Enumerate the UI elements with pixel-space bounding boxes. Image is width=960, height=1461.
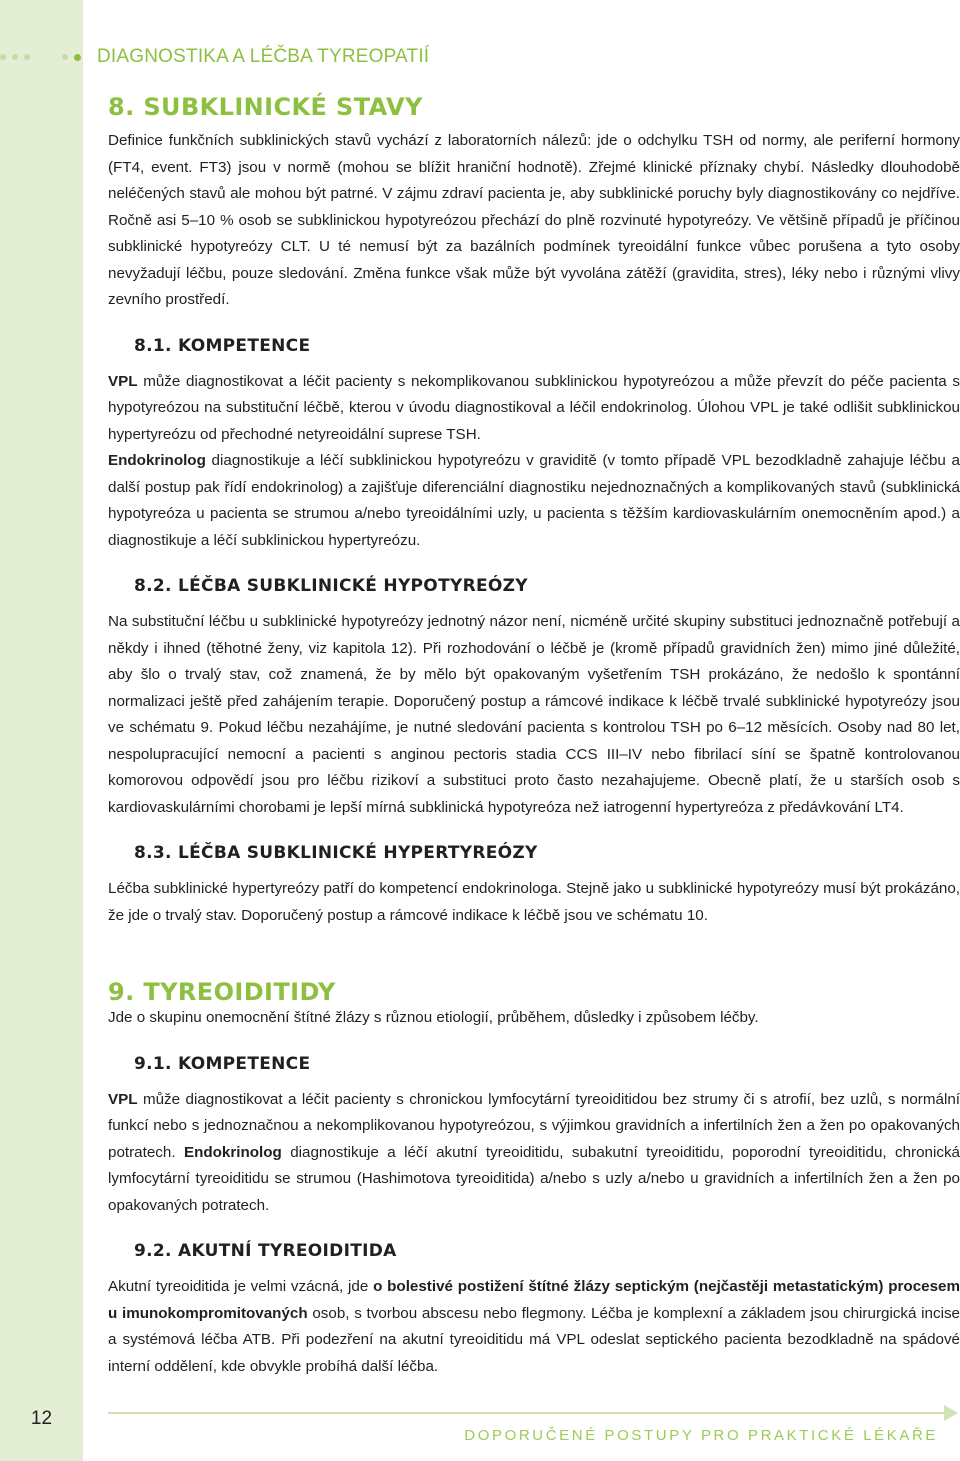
page-content [108,88,960,1380]
endokrinolog-label: Endokrinolog [183,1143,282,1161]
paragraph-text: Akutní tyreoiditida je velmi vzácná, jde [108,1278,374,1295]
dot-icon [62,54,68,60]
section-9-2-title: 9.2. AKUTNÍ TYREOIDITIDA [134,1241,397,1261]
dot-icon [24,54,30,60]
section-8-1-paragraph-2 [108,448,960,554]
footer-rule [108,1412,948,1414]
paragraph-text: osob, s tvorbou abscesu nebo flegmony. Léčba je komplexní a základem jsou chirurgická incise a systémová léčba ATB. Při podezření na akutní tyreoiditidu má VPL odeslat septického pacienta bezodkladně na spádové interní oddělení, kde obvykle probíhá další léčba. [108,1304,960,1375]
vpl-label: VPL [108,1090,138,1108]
section-8-3-title: 8.3. LÉČBA SUBKLINICKÉ HYPERTYREÓZY [134,843,538,863]
sidebar-band [0,0,83,1461]
bold-phrase: o bolestivé postižení štítné žlázy septickým (nejčastěji metastatickým) procesem u imunokompromitovaných [108,1278,960,1322]
section-8-2-title: 8.2. LÉČBA SUBKLINICKÉ HYPOTYREÓZY [134,576,528,596]
section-8-1-paragraph-1 [108,369,960,449]
section-8-3-paragraph: Léčba subklinické hypertyreózy patří do kompetencí endokrinologa. Stejně jako u subklinické hypotyreózy musí být prokázáno, že jde o trvalý stav. Doporučený postup a rámcové indikace k léčbě jsou ve schématu 10. [108,880,960,924]
paragraph-text: může diagnostikovat a léčit pacienty s nekomplikovanou subklinickou hypotyreózou a může převzít do péče pacienta s hypotyreózou na substituční léčbě, kterou v úvodu diagnostikoval a léčil endokrinolog. Úlohou VPL je také odlišit subklinickou hypertyreózu od přechodné netyreoidální suprese TSH. [108,372,960,443]
endokrinolog-label: Endokrinolog [108,452,206,469]
running-header [0,42,429,72]
section-9-1-title: 9.1. KOMPETENCE [134,1053,311,1074]
dot-icon [0,54,6,60]
paragraph-text: diagnostikuje a léčí akutní tyreoiditidu, subakutní tyreoiditidu, poporodní tyreoiditidu, chronická lymfocytární tyreoiditidu se strumou (Hashimotova tyreoiditida) a/nebo s uzly a/nebo u gravidních a infertilních žen a žen po opakovaných potratech. [108,1143,960,1214]
paragraph-text: diagnostikuje a léčí subklinickou hypotyreózu v graviditě (v tomto případě VPL bezodkladně zahajuje léčbu a další postup pak řídí endokrinolog) a zajišťuje diferenciální diagnostiku nejednoznačných a komplikovaných stavů (subklinická hypotyreóza u pacienta se strumou a/nebo tyreoidálními uzly, u pacienta s těžším kardiovaskulárním onemocněním apod.) a diagnostikuje a léčí subklinickou hypertyreózu. [108,452,960,549]
section-8-2-paragraph: Na substituční léčbu u subklinické hypotyreózy jednotný názor není, nicméně určité skupiny substituci jednoznačně potřebují a někdy i ihned (těhotné ženy, viz kapitola 12). Při rozhodování o léčbě je (kromě případů gravidních žen) mimo jiné důležité, aby šlo o trvalý stav, což znamená, že by mělo být opakovaným vyšetřením TSH prokázáno, že nedošlo k spontánní normalizaci ještě před zahájením terapie. Doporučený postup a rámcové indikace k léčbě trvalé subklinické hypotyreózy jsou ve schématu 9. Pokud léčbu nezahájíme, je nutné sledování pacienta s kontrolou TSH po 6–12 měsících. Osoby nad 80 let, nespolupracující nemocní a pacienti s anginou pectoris stadia CCS III–IV nebo fibrilací síní se špatně kontrolovanou komorovou odpovědí jsou pro léčbu rizikoví a substituci proto často nezahajujeme. Obecně platí, že u starších osob s kardiovaskulárními chorobami je lepší mírná subklinická hypotyreóza než iatrogenní hypertyreóza z předávkování LT4. [108,613,960,816]
arrow-right-icon [944,1405,958,1421]
section-9-2-paragraph [108,1274,960,1380]
section-9-title: 9. TYREOIDITIDY [108,978,336,1006]
vpl-label: VPL [108,372,138,390]
section-8-paragraph: Definice funkčních subklinických stavů vychází z laboratorních nálezů: jde o odchylku TSH od normy, ale periferní hormony (FT4, event. FT3) jsou v normě (mohou se blížit hraniční hodnotě). Zřejmé klinické příznaky chybí. Následky dlouhodobě neléčených stavů ale mohou být patrné. V zájmu zdraví pacienta je, aby subklinické poruchy byly diagnostikovány co nejdříve. Ročně asi 5–10 % osob se subklinickou hypotyreózou přechází do plně rozvinuté hypotyreózy. Ve většině případů je příčinou subklinické hypotyreózy CLT. U té nemusí být za bazálních podmínek tyreoidální funkce vůbec porušena a tyto osoby nevyžadují léčbu, pouze sledování. Změna funkce však může být vyvolána zátěží (gravidita, stres), léky nebo i různými vlivy zevního prostředí. [108,132,960,308]
header-dots [0,54,87,61]
header-title: DIAGNOSTIKA A LÉČBA TYREOPATIÍ [97,46,430,67]
section-9-1-paragraph [108,1087,960,1220]
footer-text: DOPORUČENÉ POSTUPY PRO PRAKTICKÉ LÉKAŘE [464,1427,938,1444]
dot-icon [12,54,18,60]
section-8-1-title: 8.1. KOMPETENCE [134,335,311,356]
section-9-paragraph: Jde o skupinu onemocnění štítné žlázy s různou etiologií, průběhem, důsledky i způsobem léčby. [108,1009,759,1026]
paragraph-text: může diagnostikovat a léčit pacienty s chronickou lymfocytární tyreoiditidou bez strumy či s atrofií, bez uzlů, s normální funkcí nebo s jednoznačnou a nekomplikovanou hypotyreózou, s výjimkou gravidních a infertilních žen a žen po opakovaných potratech. [108,1090,960,1161]
section-8-title: 8. SUBKLINICKÉ STAVY [108,93,423,121]
dot-icon [74,54,81,61]
page-number: 12 [30,1408,53,1429]
